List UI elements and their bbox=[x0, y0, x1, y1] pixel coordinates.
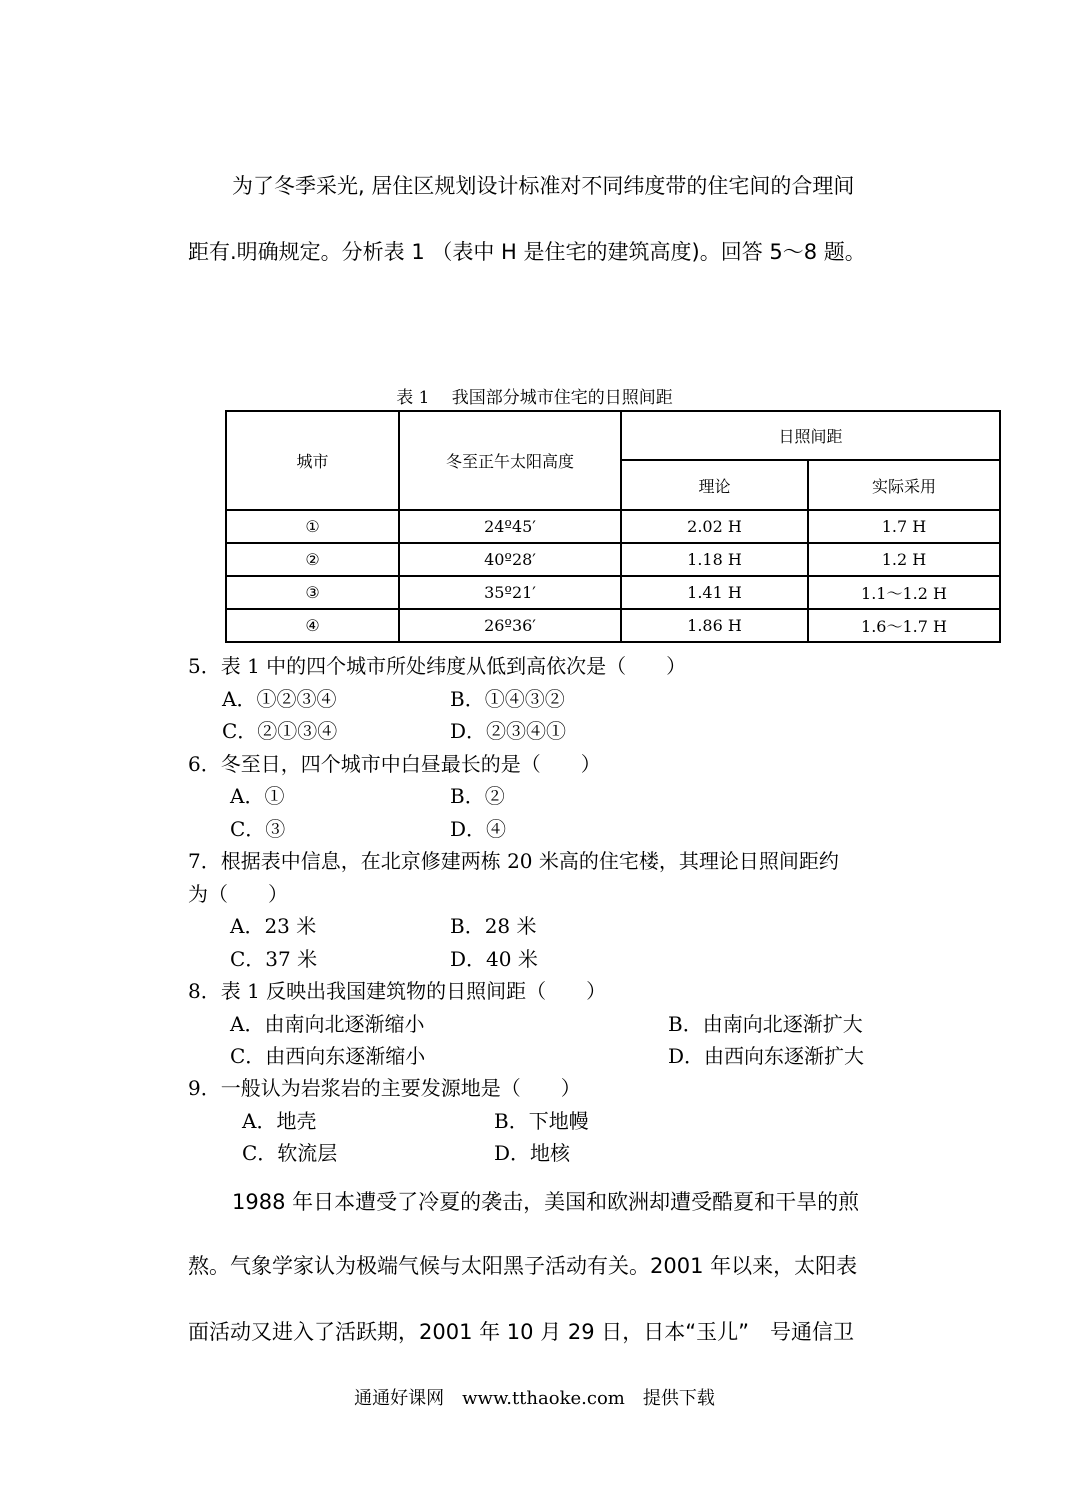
question-7-stem: 7．根据表中信息，在北京修建两栋 20 米高的住宅楼，其理论日照间距约 bbox=[188, 849, 839, 873]
question-9-option-d: D．地核 bbox=[494, 1141, 571, 1165]
sunspot-paragraph-line2: 熬。气象学家认为极端气候与太阳黑子活动有关。2001 年以来，太阳表 bbox=[188, 1254, 858, 1278]
question-5-option-b: B．①④③② bbox=[450, 687, 565, 711]
question-6-option-a: A．① bbox=[230, 784, 285, 808]
intro-paragraph-line2: 距有.明确规定。分析表 1 （表中 H 是住宅的建筑高度)。回答 5～8 题。 bbox=[188, 240, 866, 264]
cell-theory: 1.41 H bbox=[621, 576, 808, 609]
sunlight-spacing-table bbox=[225, 410, 1001, 643]
intro-paragraph-line1: 为了冬季采光, 居住区规划设计标准对不同纬度带的住宅间的合理间 bbox=[232, 174, 855, 198]
table-row bbox=[226, 510, 1000, 543]
sunspot-paragraph-line1: 1988 年日本遭受了冷夏的袭击，美国和欧洲却遭受酷夏和干旱的煎 bbox=[232, 1190, 860, 1214]
question-7-stem-cont: 为（ ） bbox=[188, 882, 288, 906]
question-8-option-c: C．由西向东逐渐缩小 bbox=[230, 1044, 426, 1068]
cell-city: ① bbox=[226, 510, 399, 543]
header-actual: 实际采用 bbox=[808, 460, 1000, 510]
header-spacing: 日照间距 bbox=[621, 411, 1000, 460]
cell-city: ② bbox=[226, 543, 399, 576]
cell-angle: 35º21′ bbox=[399, 576, 621, 609]
question-5-option-a: A．①②③④ bbox=[222, 687, 337, 711]
page-footer: 通通好课网 www.tthaoke.com 提供下载 bbox=[354, 1388, 715, 1409]
question-8-option-b: B．由南向北逐渐扩大 bbox=[668, 1012, 863, 1036]
question-8-stem: 8．表 1 反映出我国建筑物的日照间距（ ） bbox=[188, 979, 607, 1003]
cell-actual: 1.2 H bbox=[808, 543, 1000, 576]
question-7-option-c: C．37 米 bbox=[230, 947, 318, 971]
cell-theory: 1.18 H bbox=[621, 543, 808, 576]
table-caption: 表 1 我国部分城市住宅的日照间距 bbox=[396, 388, 673, 408]
cell-angle: 26º36′ bbox=[399, 609, 621, 642]
cell-theory: 2.02 H bbox=[621, 510, 808, 543]
question-6-option-b: B．② bbox=[450, 784, 505, 808]
cell-angle: 40º28′ bbox=[399, 543, 621, 576]
question-6-option-c: C．③ bbox=[230, 817, 286, 841]
cell-actual: 1.7 H bbox=[808, 510, 1000, 543]
question-6-option-d: D．④ bbox=[450, 817, 507, 841]
cell-city: ④ bbox=[226, 609, 399, 642]
cell-theory: 1.86 H bbox=[621, 609, 808, 642]
question-7-option-a: A．23 米 bbox=[230, 914, 317, 938]
question-9-option-a: A．地壳 bbox=[242, 1109, 317, 1133]
question-9-option-b: B．下地幔 bbox=[494, 1109, 589, 1133]
question-7-option-b: B．28 米 bbox=[450, 914, 537, 938]
question-9-stem: 9．一般认为岩浆岩的主要发源地是（ ） bbox=[188, 1076, 581, 1100]
cell-city: ③ bbox=[226, 576, 399, 609]
question-8-option-d: D．由西向东逐渐扩大 bbox=[668, 1044, 865, 1068]
table-row bbox=[226, 576, 1000, 609]
question-9-option-c: C．软流层 bbox=[242, 1141, 338, 1165]
question-5-option-d: D．②③④① bbox=[450, 719, 567, 743]
table-row bbox=[226, 609, 1000, 642]
question-6-stem: 6．冬至日，四个城市中白昼最长的是（ ） bbox=[188, 752, 601, 776]
cell-angle: 24º45′ bbox=[399, 510, 621, 543]
question-5-stem: 5．表 1 中的四个城市所处纬度从低到高依次是（ ） bbox=[188, 654, 687, 678]
question-8-option-a: A．由南向北逐渐缩小 bbox=[230, 1012, 425, 1036]
question-7-option-d: D．40 米 bbox=[450, 947, 538, 971]
table-row bbox=[226, 543, 1000, 576]
cell-actual: 1.6～1.7 H bbox=[808, 609, 1000, 642]
header-city: 城市 bbox=[226, 411, 399, 510]
header-theory: 理论 bbox=[621, 460, 808, 510]
question-5-option-c: C．②①③④ bbox=[222, 719, 338, 743]
cell-actual: 1.1～1.2 H bbox=[808, 576, 1000, 609]
header-sun-angle: 冬至正午太阳高度 bbox=[399, 411, 621, 510]
sunspot-paragraph-line3: 面活动又进入了活跃期，2001 年 10 月 29 日，日本“玉儿” 号通信卫 bbox=[188, 1320, 855, 1344]
